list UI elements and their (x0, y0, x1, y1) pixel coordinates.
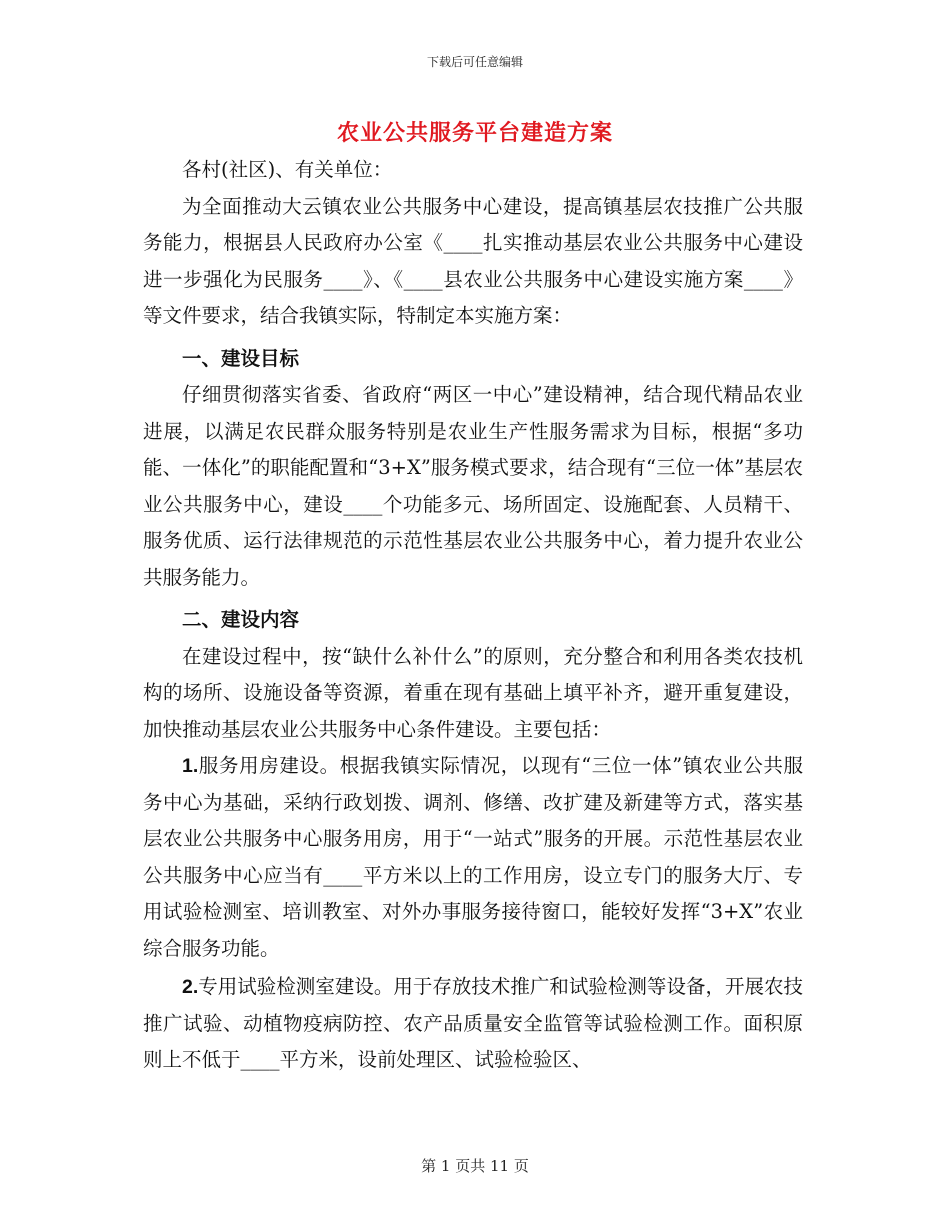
list-item-text: 服务用房建设。根据我镇实际情况，以现有“三位一体”镇农业公共服务中心为基础，采纳行政划拨、调剂、修缮、改扩建及新建等方式，落实基层农业公共服务中心服务用房，用于“一站式”服务的开展。示范性基层农业公共服务中心应当有____平方米以上的工作用房，设立专门的服务大厅、专用试验检测室、培训教室、对外办事服务接待窗口，能较好发挥“3+X”农业综合服务功能。 (143, 754, 803, 960)
list-item (143, 748, 803, 967)
intro-paragraph: 为全面推动大云镇农业公共服务中心建设，提高镇基层农技推广公共服务能力，根据县人民政府办公室《____扎实推动基层农业公共服务中心建设进一步强化为民服务____》、《____县农业公共服务中心建设实施方案____》等文件要求，结合我镇实际，特制定本实施方案： (143, 194, 803, 327)
section-heading-goals: 一、建设目标 (182, 346, 300, 370)
download-note: 下载后可任意编辑 (426, 55, 523, 69)
list-item (143, 969, 803, 1079)
section-content-paragraph: 在建设过程中，按“缺什么补什么”的原则，充分整合和利用各类农技机构的场所、设施设备等资源，着重在现有基础上填平补齐，避开重复建设，加快推动基层农业公共服务中心条件建设。主要包括： (143, 644, 803, 741)
document-title: 农业公共服务平台建造方案 (336, 120, 613, 146)
list-item-number: 2. (182, 976, 199, 998)
document-body (143, 152, 803, 1079)
list-item-number: 1. (182, 755, 199, 777)
salutation: 各村(社区)、有关单位： (182, 158, 393, 181)
section-goals-paragraph: 仔细贯彻落实省委、省政府“两区一中心”建设精神，结合现代精品农业进展，以满足农民群众服务特别是农业生产性服务需求为目标，根据“多功能、一体化”的职能配置和“3+X”服务模式要求，结合现有“三位一体”基层农业公共服务中心，建设____个功能多元、场所固定、设施配套、人员精干、服务优质、运行法律规范的示范性基层农业公共服务中心，着力提升农业公共服务能力。 (143, 383, 803, 589)
section-heading-content: 二、建设内容 (182, 608, 300, 631)
list-item-text: 专用试验检测室建设。用于存放技术推广和试验检测等设备，开展农技推广试验、动植物疫病防控、农产品质量安全监管等试验检测工作。面积原则上不低于____平方米，设前处理区、试验检验区、 (143, 975, 803, 1071)
page-footer: 第 1 页共 11 页 (421, 1157, 529, 1175)
